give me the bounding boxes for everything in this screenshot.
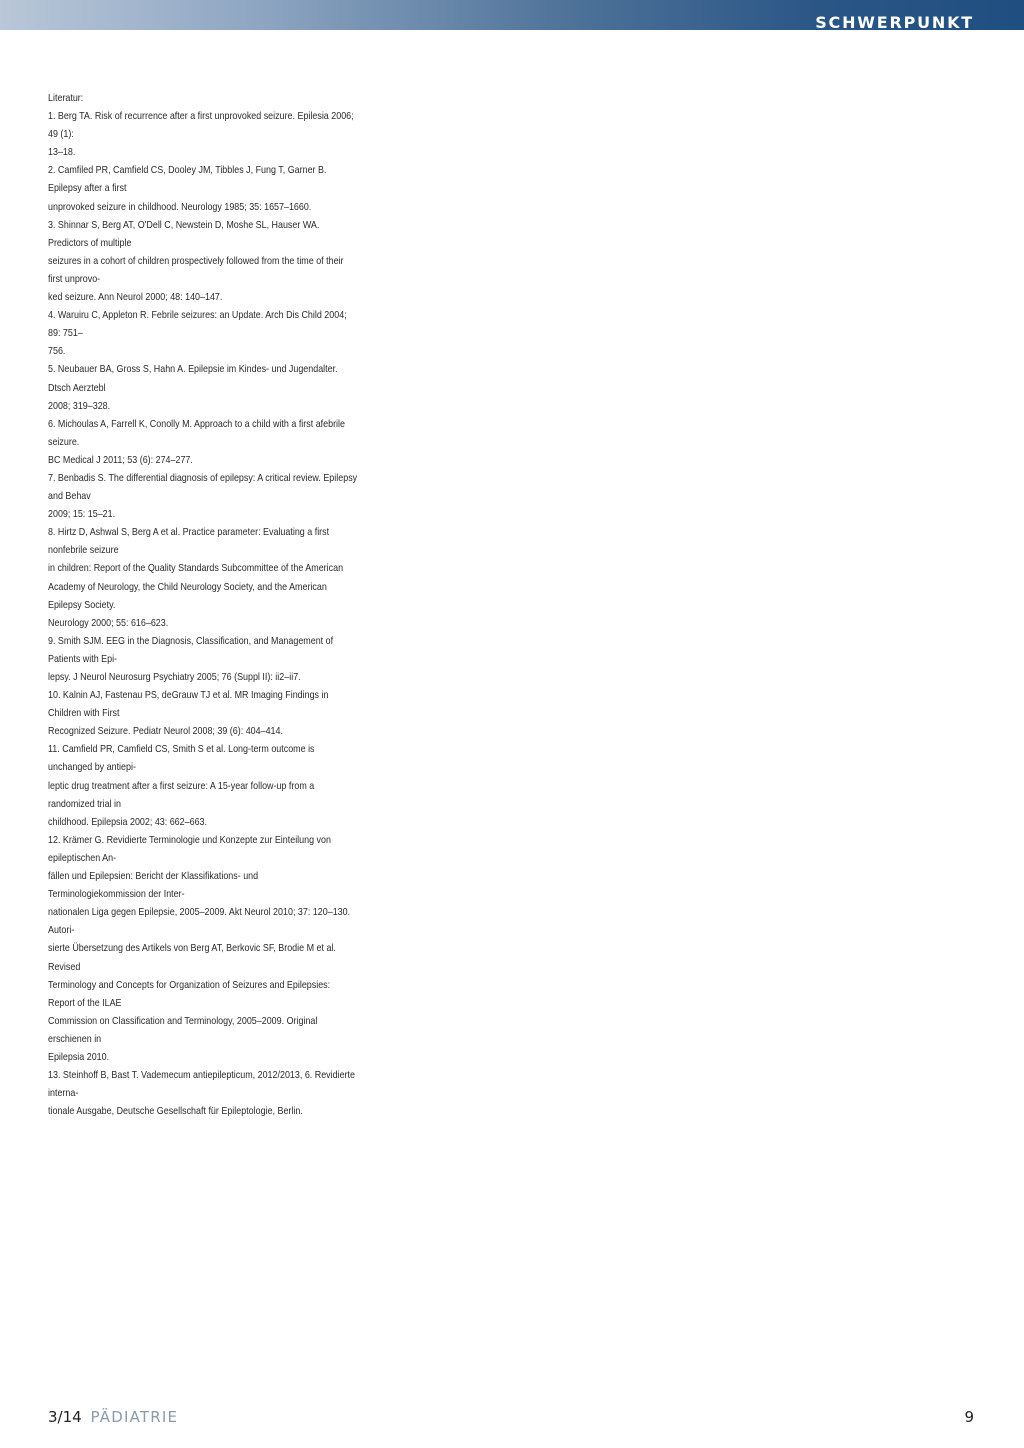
reference-line: Academy of Neurology, the Child Neurology Society, and the American Epilepsy Society.	[48, 581, 327, 611]
magazine-name: PÄDIATRIE	[90, 1408, 179, 1426]
reference-line: Recognized Seizure. Pediatr Neurol 2008; 39 (6): 404–414.	[48, 726, 283, 738]
reference-line: Neurology 2000; 55: 616–623.	[48, 617, 169, 629]
footer-issue	[48, 1408, 178, 1426]
reference-line: 1. Berg TA. Risk of recurrence after a first unprovoked seizure. Epilesia 2006; 49 (1):	[48, 111, 354, 141]
reference-line: ked seizure. Ann Neurol 2000; 48: 140–147.	[48, 292, 223, 304]
reference-line: 10. Kalnin AJ, Fastenau PS, deGrauw TJ et al. MR Imaging Findings in Children with First	[48, 690, 329, 720]
reference-line: 12. Krämer G. Revidierte Terminologie und Konzepte zur Einteilung von epileptischen An-	[48, 834, 331, 864]
reference-line: 2009; 15: 15–21.	[48, 509, 116, 521]
reference-line: BC Medical J 2011; 53 (6): 274–277.	[48, 454, 193, 466]
section-label: SCHWERPUNKT	[815, 13, 974, 32]
reference-line: 5. Neubauer BA, Gross S, Hahn A. Epilepsie im Kindes- und Jugendalter. Dtsch Aerztebl	[48, 364, 338, 394]
reference-line: unprovoked seizure in childhood. Neurology 1985; 35: 1657–1660.	[48, 201, 312, 213]
reference-line: 11. Camfield PR, Camfield CS, Smith S et al. Long-term outcome is unchanged by antiepi-	[48, 744, 315, 774]
reference-line: leptic drug treatment after a first seizure: A 15-year follow-up from a randomized trial in	[48, 780, 315, 810]
reference-line: 2008; 319–328.	[48, 400, 111, 412]
reference-heading: Literatur:	[48, 93, 84, 104]
reference-line: 9. Smith SJM. EEG in the Diagnosis, Classification, and Management of Patients with Epi-	[48, 635, 334, 665]
reference-line: Terminology and Concepts for Organization of Seizures and Epilepsies: Report of the ILAE	[48, 979, 331, 1009]
reference-list	[48, 90, 358, 1121]
reference-line: 13–18.	[48, 147, 76, 159]
reference-line: 6. Michoulas A, Farrell K, Conolly M. Approach to a child with a first afebrile seizure.	[48, 418, 346, 448]
reference-line: sierte Übersetzung des Artikels von Berg AT, Berkovic SF, Brodie M et al. Revised	[48, 943, 336, 973]
reference-line: 8. Hirtz D, Ashwal S, Berg A et al. Practice parameter: Evaluating a first nonfebrile seizure	[48, 527, 330, 557]
reference-line: 2. Camfiled PR, Camfield CS, Dooley JM, Tibbles J, Fung T, Garner B. Epilepsy after a first	[48, 165, 327, 195]
reference-line: tionale Ausgabe, Deutsche Gesellschaft für Epileptologie, Berlin.	[48, 1106, 303, 1118]
page-number: 9	[964, 1408, 974, 1426]
reference-line: Epilepsia 2010.	[48, 1051, 110, 1063]
reference-line: lepsy. J Neurol Neurosurg Psychiatry 2005; 76 (Suppl II): ii2–ii7.	[48, 672, 301, 683]
reference-line: Commission on Classification and Terminology, 2005–2009. Original erschienen in	[48, 1015, 318, 1045]
reference-line: in children: Report of the Quality Standards Subcommittee of the American	[48, 563, 344, 575]
reference-line: childhood. Epilepsia 2002; 43: 662–663.	[48, 816, 207, 828]
reference-line: 4. Waruiru C, Appleton R. Febrile seizures: an Update. Arch Dis Child 2004; 89: 751–	[48, 310, 347, 340]
issue-number: 3/14	[48, 1408, 82, 1426]
reference-line: fällen und Epilepsien: Bericht der Klassifikations- und Terminologiekommission der Inter-	[48, 871, 259, 901]
reference-line: 756.	[48, 346, 66, 358]
reference-line: nationalen Liga gegen Epilepsie, 2005–2009. Akt Neurol 2010; 37: 120–130. Autori-	[48, 907, 351, 937]
reference-line: 7. Benbadis S. The differential diagnosis of epilepsy: A critical review. Epilepsy and Behav	[48, 472, 358, 503]
reference-line: seizures in a cohort of children prospectively followed from the time of their first unprovo-	[48, 255, 344, 285]
reference-line: 3. Shinnar S, Berg AT, O'Dell C, Newstein D, Moshe SL, Hauser WA. Predictors of multiple	[48, 219, 320, 249]
reference-line: 13. Steinhoff B, Bast T. Vademecum antiepilepticum, 2012/2013, 6. Revidierte interna-	[48, 1070, 355, 1100]
